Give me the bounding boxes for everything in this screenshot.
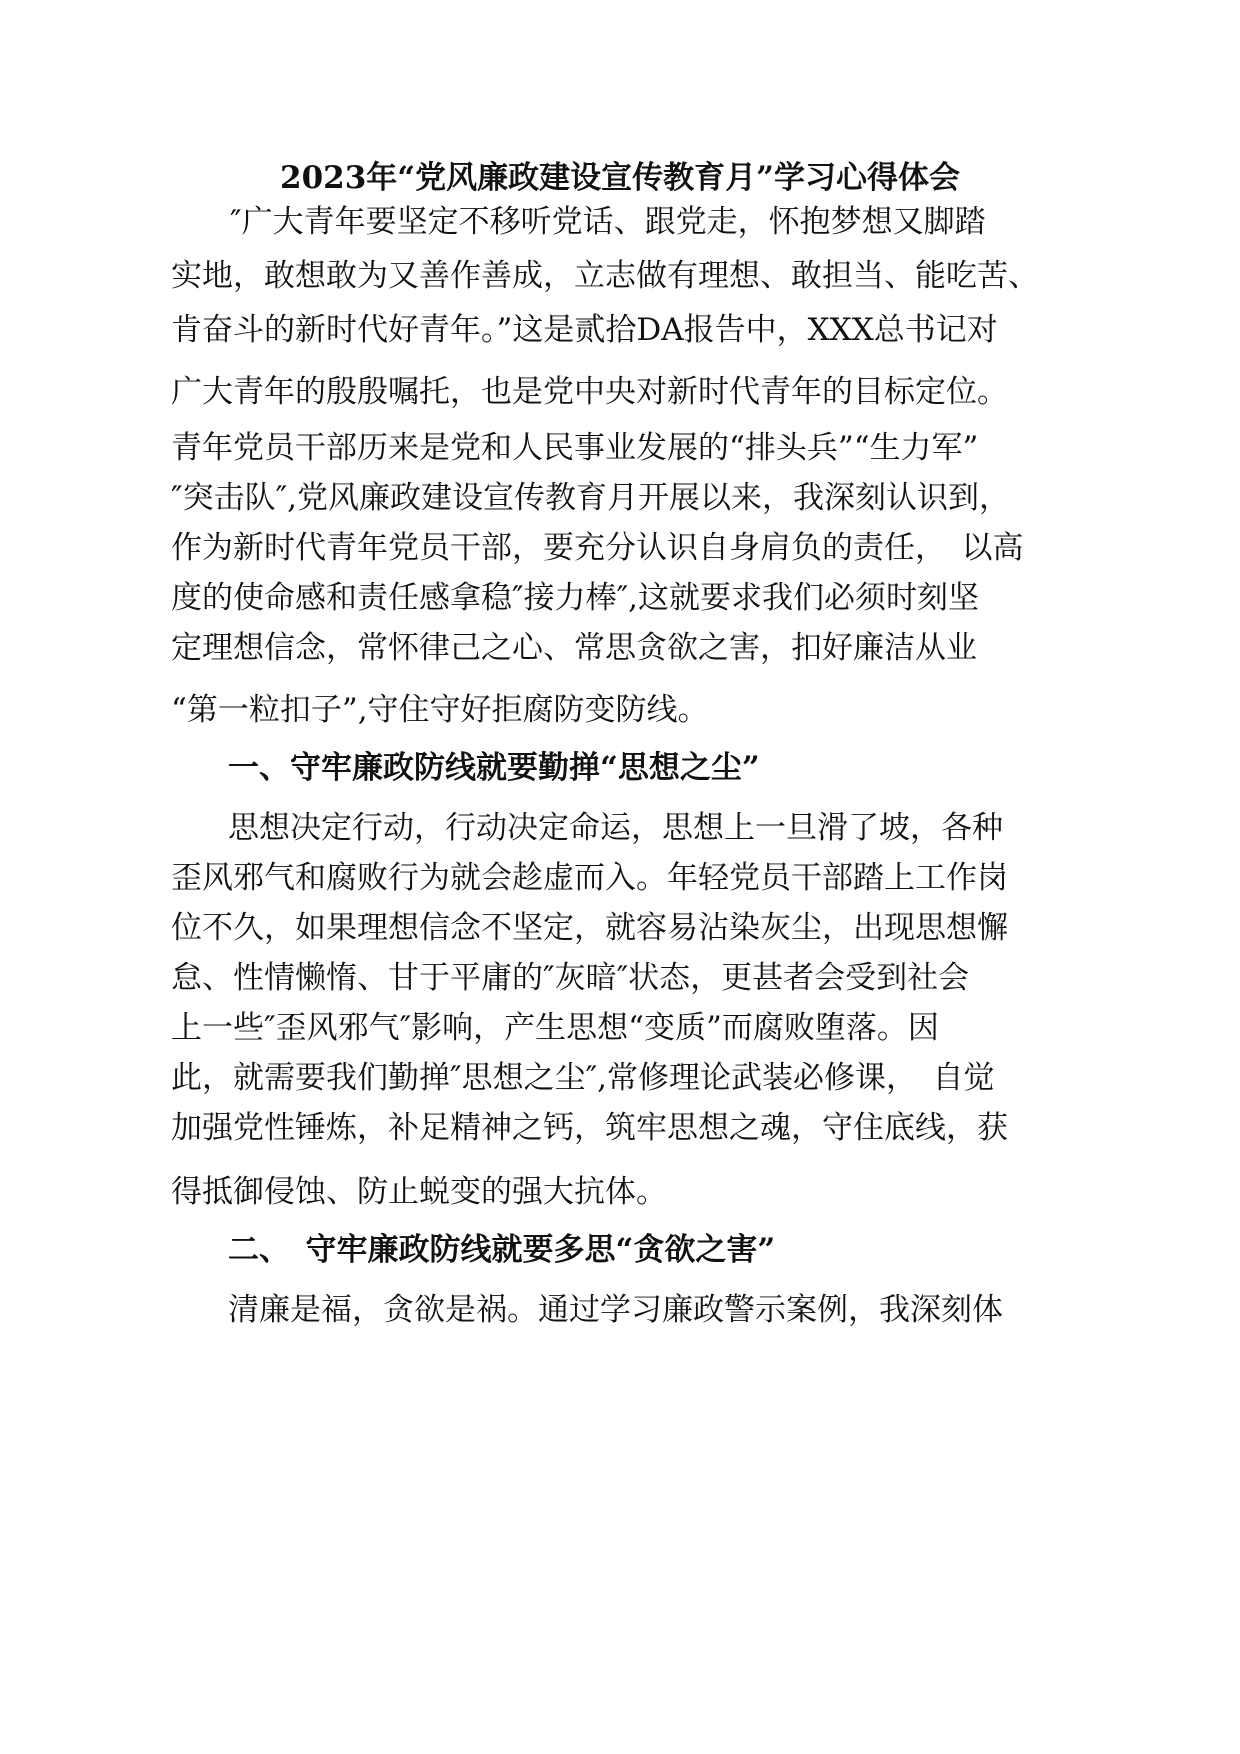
section-heading-1: 一、守牢廉政防线就要勤掸“思想之尘” xyxy=(228,750,760,786)
section-heading-2: 二、 守牢廉政防线就要多思“贪欲之害” xyxy=(228,1232,776,1268)
paragraph-line: 实地，敢想敢为又善作善成，立志做有理想、敢担当、能吃苦、 xyxy=(171,258,1039,294)
paragraph-line: 歪风邪气和腐败行为就会趁虚而入。年轻党员干部踏上工作岗 xyxy=(171,860,1008,896)
paragraph-line: 定理想信念，常怀律己之心、常思贪欲之害，扣好廉洁从业 xyxy=(171,630,977,666)
paragraph-line: 度的使命感和责任感拿稳″接力棒″,这就要求我们必须时刻坚 xyxy=(171,580,980,616)
paragraph-line: 思想决定行动，行动决定命运，思想上一旦滑了坡，各种 xyxy=(228,810,1003,846)
paragraph-line: 怠、性情懒惰、甘于平庸的″灰暗″状态，更甚者会受到社会 xyxy=(171,960,970,996)
paragraph-line: 作为新时代青年党员干部，要充分认识自身肩负的责任， 以高 xyxy=(171,530,1024,566)
paragraph-line: 肯奋斗的新时代好青年。”这是贰拾DA报告中，XXX总书记对 xyxy=(171,312,998,348)
paragraph-line: 得抵御侵蚀、防止蜕变的强大抗体。 xyxy=(171,1174,667,1210)
paragraph-line: 加强党性锤炼，补足精神之钙，筑牢思想之魂，守住底线，获 xyxy=(171,1110,1008,1146)
paragraph-line: ″突击队″,党风廉政建设宣传教育月开展以来，我深刻认识到， xyxy=(171,480,1011,516)
paragraph-line: 青年党员干部历来是党和人民事业发展的“排头兵”“生力军” xyxy=(171,430,979,466)
paragraph-line: 位不久，如果理想信念不坚定，就容易沾染灰尘，出现思想懈 xyxy=(171,910,1008,946)
paragraph-line: 广大青年的殷殷嘱托，也是党中央对新时代青年的目标定位。 xyxy=(171,374,1008,410)
paragraph-line: 上一些″歪风邪气″影响，产生思想“变质”而腐败堕落。因 xyxy=(171,1010,939,1046)
paragraph-line: “第一粒扣子”,守住守好拒腐防变防线。 xyxy=(171,692,709,728)
paragraph-line: 此，就需要我们勤掸″思想之尘″,常修理论武装必修课， 自觉 xyxy=(171,1060,995,1096)
page-title: 2023年“党风廉政建设宣传教育月”学习心得体会 xyxy=(280,160,960,196)
paragraph-line: ″广大青年要坚定不移听党话、跟党走，怀抱梦想又脚踏 xyxy=(230,204,986,240)
paragraph-line: 清廉是福，贪欲是祸。通过学习廉政警示案例，我深刻体 xyxy=(228,1292,1003,1328)
